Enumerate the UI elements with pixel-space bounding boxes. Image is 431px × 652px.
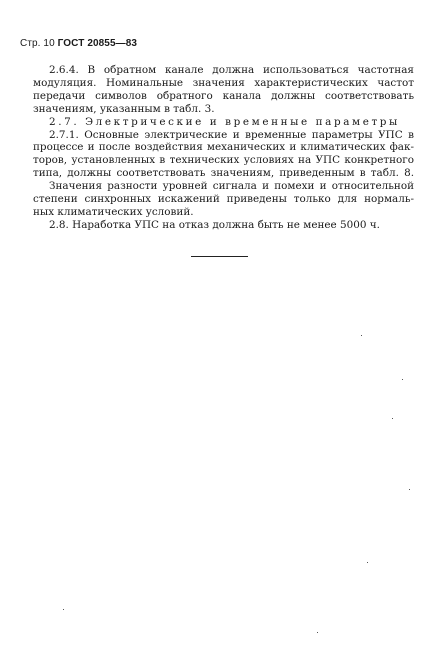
paragraph-2-7-1-line-6: степени синхронных искажений приведены только для нормаль- — [33, 193, 414, 206]
scan-speck — [63, 609, 64, 610]
paragraph-2-6-4-line-2: модуляция. Номинальные значения характеристических частот — [33, 76, 414, 89]
scan-speck — [361, 335, 362, 336]
section-2-7-heading: 2.7. Электрические и временные параметры — [49, 115, 400, 128]
end-of-text-rule — [191, 256, 248, 257]
page-number: Стр. 10 — [20, 38, 55, 49]
page-header — [20, 38, 137, 49]
scan-speck — [367, 562, 368, 563]
paragraph-2-7-1-line-5: Значения разности уровней сигнала и помехи и относительной — [49, 180, 414, 193]
paragraph-2-7-1-line-4: типа, должны соответствовать значениям, приведенным в табл. 8. — [33, 167, 414, 180]
paragraph-2-6-4-line-1: 2.6.4. В обратном канале должна использоваться частотная — [49, 64, 414, 76]
scan-speck — [317, 632, 318, 633]
document-body — [33, 64, 414, 232]
scan-speck — [402, 379, 403, 380]
standard-designation: ГОСТ 20855—83 — [57, 38, 138, 49]
paragraph-2-7-1-line-7: ных климатических условий. — [33, 205, 194, 218]
scan-speck — [409, 489, 410, 490]
paragraph-2-6-4-line-4: значениям, указанным в табл. 3. — [33, 102, 215, 115]
paragraph-2-7-1-line-3: торов, установленных в технических условиях на УПС конкретного — [33, 154, 414, 167]
paragraph-2-7-1-line-1: 2.7.1. Основные электрические и временные параметры УПС в — [49, 128, 414, 141]
paragraph-2-7-1-line-2: процессе и после воздействия механических и климатических фак- — [33, 141, 414, 154]
scan-speck — [392, 418, 393, 419]
paragraph-2-6-4-line-3: передачи символов обратного канала должны соответствовать — [33, 89, 414, 102]
paragraph-2-8-line-1: 2.8. Наработка УПС на отказ должна быть не менее 5000 ч. — [49, 218, 380, 231]
